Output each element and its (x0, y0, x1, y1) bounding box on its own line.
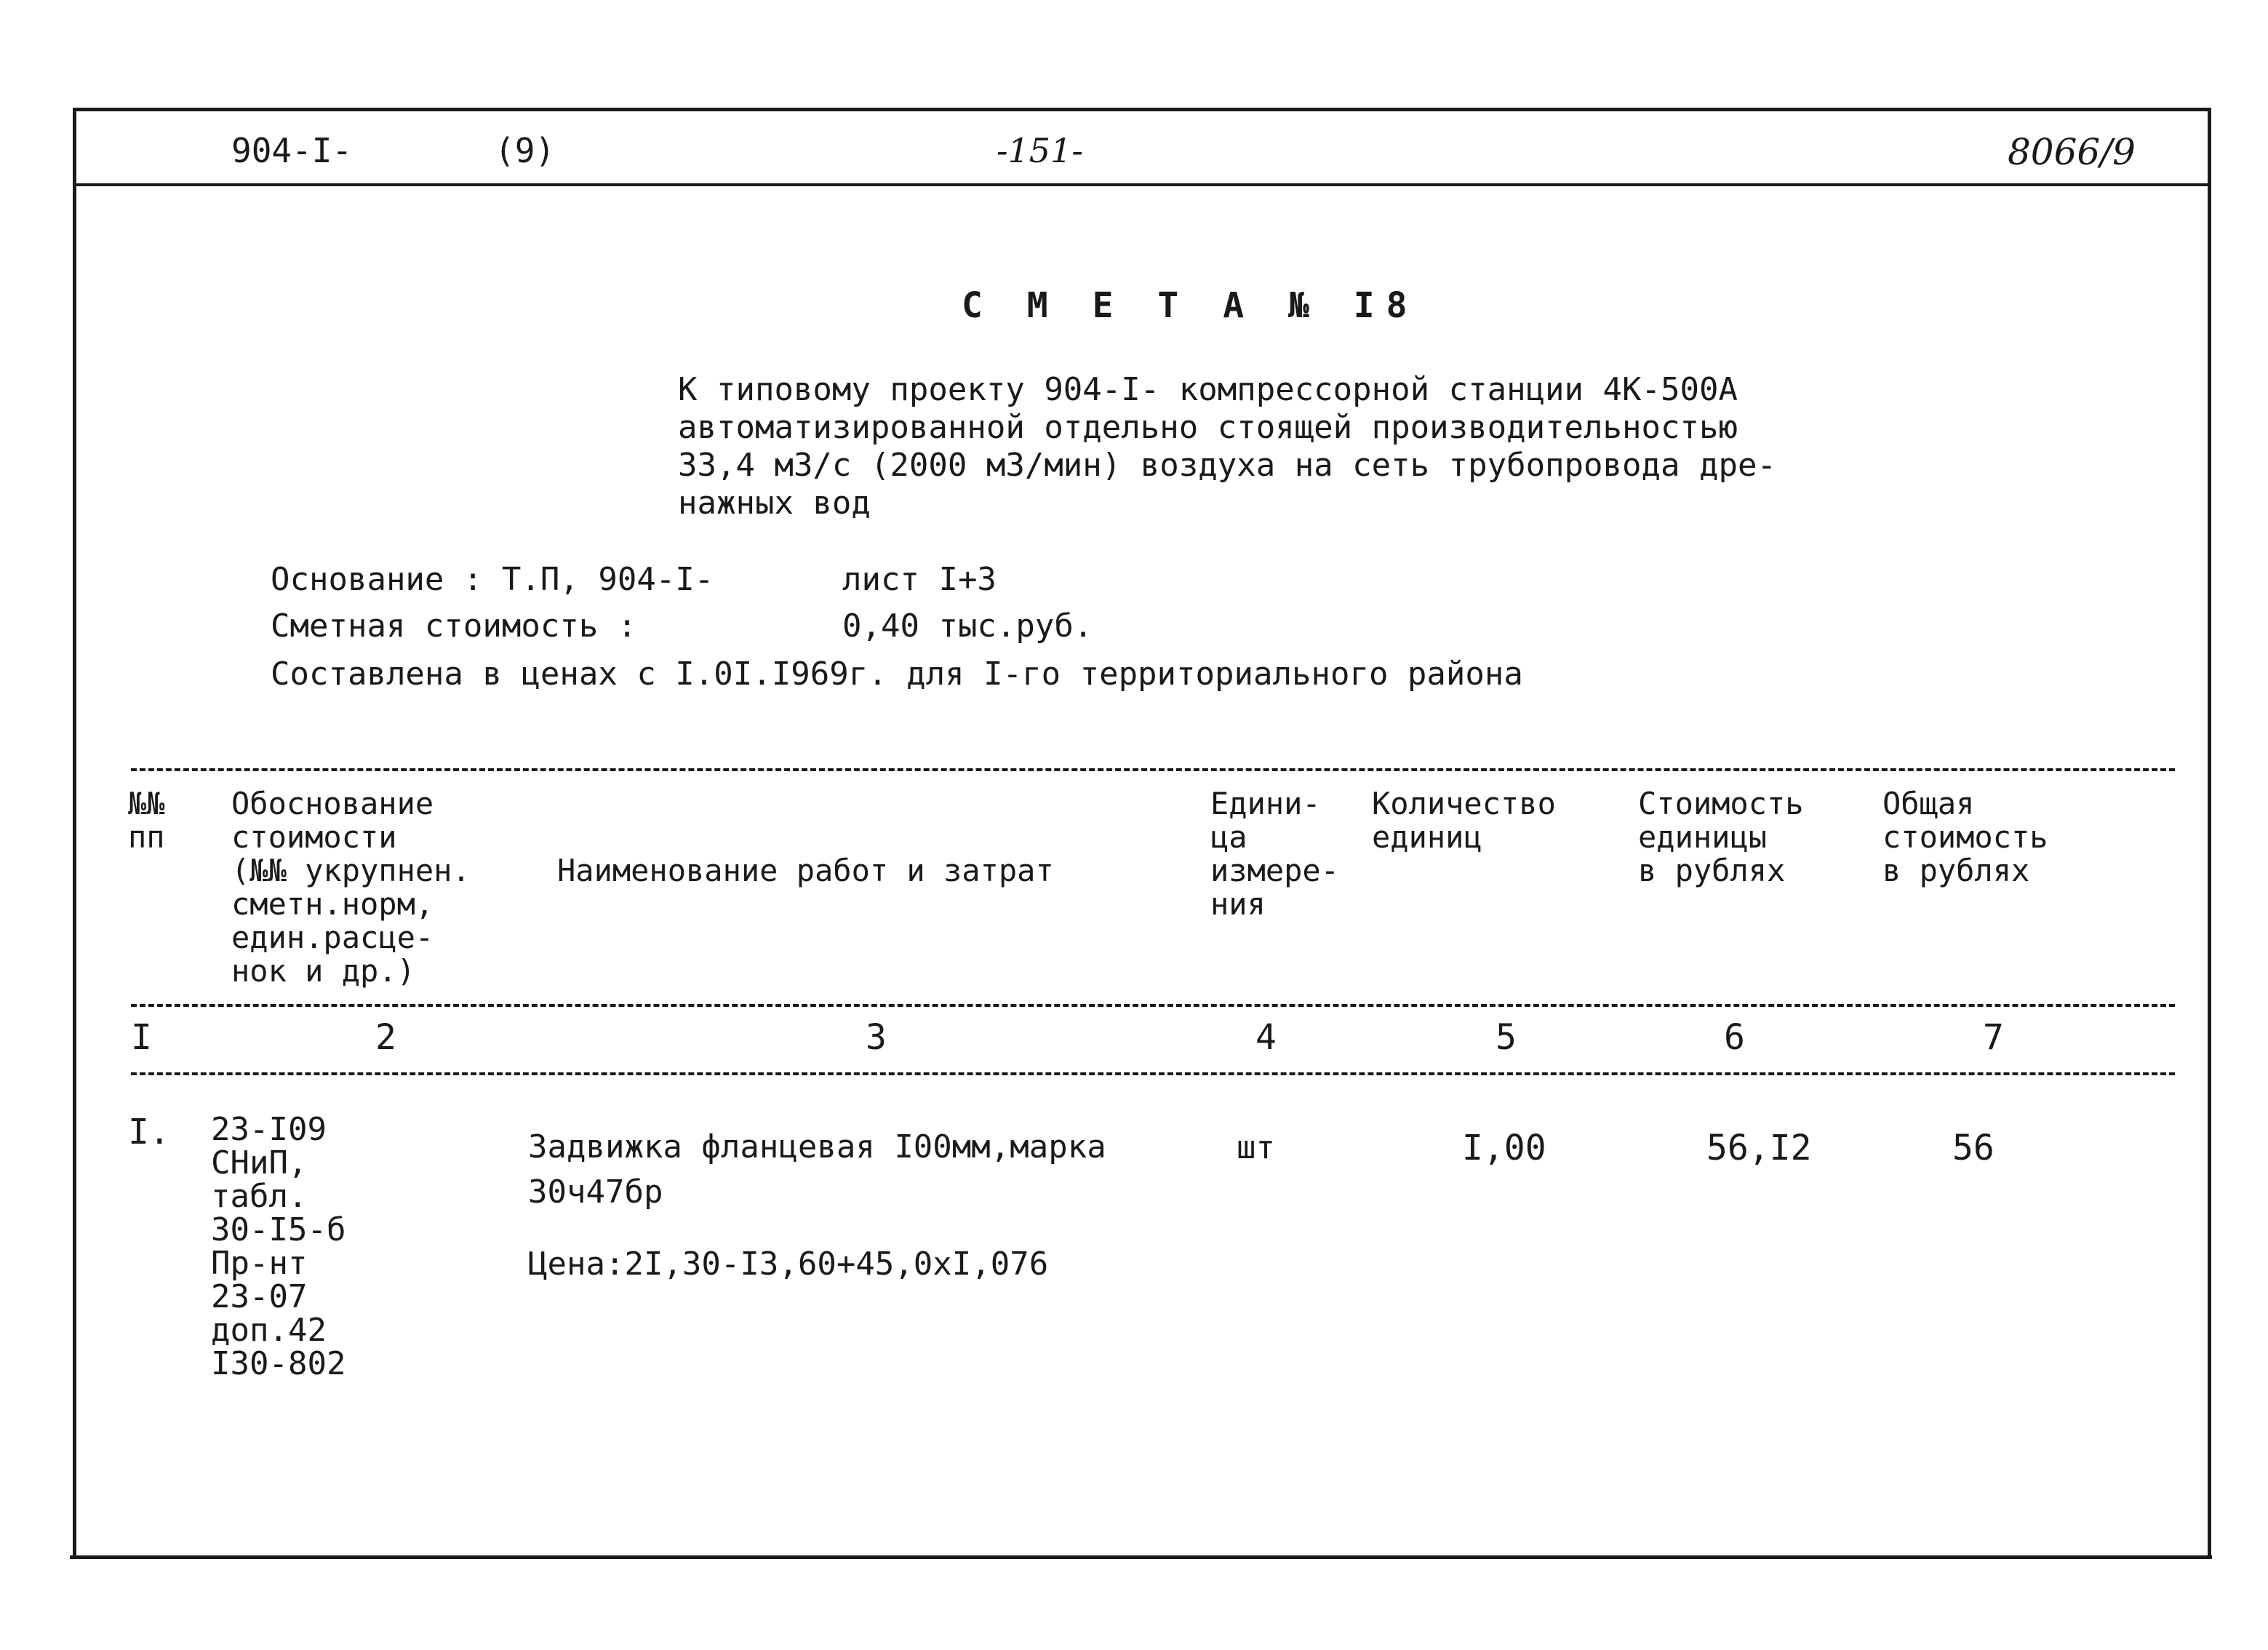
col-number-7: 7 (1983, 1017, 2004, 1058)
cost-label: Сметная стоимость : (271, 607, 637, 645)
col-number-2: 2 (375, 1017, 396, 1058)
subtitle-line: автоматизированной отдельно стоящей производительностью (678, 409, 1738, 446)
subtitle-line: 33,4 м3/с (2000 м3/мин) воздуха на сеть трубопровода дре- (678, 447, 1776, 484)
row-num: I. (128, 1112, 170, 1152)
subtitle (678, 371, 1776, 522)
col-header-total: Общая стоимость в рублях (1882, 786, 2048, 888)
document-title: С М Е Т А № I8 (962, 285, 1419, 326)
volume-number: (9) (495, 131, 556, 170)
col-header-unit: Едини- ца измере- ния (1210, 786, 1340, 922)
inventory-number: 8066/9 (2008, 131, 2136, 173)
cost-value: 0,40 тыс.руб. (842, 607, 1093, 645)
header-bottom-rule (131, 1004, 2175, 1007)
col-header-qty: Количество единиц (1372, 786, 1556, 855)
col-header-name: Наименование работ и затрат (557, 853, 1054, 888)
row-unit: шт (1237, 1129, 1275, 1166)
col-header-num: №№ пп (128, 786, 165, 855)
numbers-bottom-rule (131, 1072, 2175, 1075)
col-header-basis: Обоснование стоимости (№№ укрупнен. сметн.норм, един.расце- нок и др.) (231, 786, 471, 989)
col-number-6: 6 (1724, 1017, 1745, 1058)
compiled-note: Составлена в ценах с I.0I.I969г. для I-го территориального района (271, 655, 1523, 693)
page-number: -151- (997, 131, 1083, 170)
subtitle-line: К типовому проекту 904-I- компрессорной станции 4К-500А (678, 371, 1738, 408)
basis-label: Основание : Т.П, 904-I- (271, 561, 714, 598)
subtitle-line: нажных вод (678, 485, 871, 522)
col-number-4: 4 (1255, 1017, 1277, 1058)
row-price-formula: Цена:2I,30-I3,60+45,0хI,076 (528, 1246, 1049, 1283)
col-number-3: 3 (866, 1017, 887, 1058)
col-number-1: I (131, 1017, 152, 1058)
col-number-5: 5 (1496, 1017, 1517, 1058)
row-name: Задвижка фланцевая I00мм,марка 30ч47бр (528, 1128, 1106, 1211)
series-number: 904-I- (231, 131, 353, 170)
col-header-unit-cost: Стоимость единицы в рублях (1638, 786, 1804, 888)
table-top-rule (131, 768, 2175, 771)
row-unit-cost: 56,I2 (1706, 1128, 1812, 1168)
basis-sheet: лист I+3 (842, 561, 997, 598)
row-total: 56 (1952, 1128, 1995, 1168)
row-basis: 23-I09 СНиП, табл. 30-I5-б Пр-нт 23-07 доп.42 I30-802 (211, 1111, 346, 1382)
header-divider (73, 183, 2208, 186)
bottom-divider (70, 1555, 2212, 1559)
row-qty: I,00 (1462, 1128, 1546, 1168)
